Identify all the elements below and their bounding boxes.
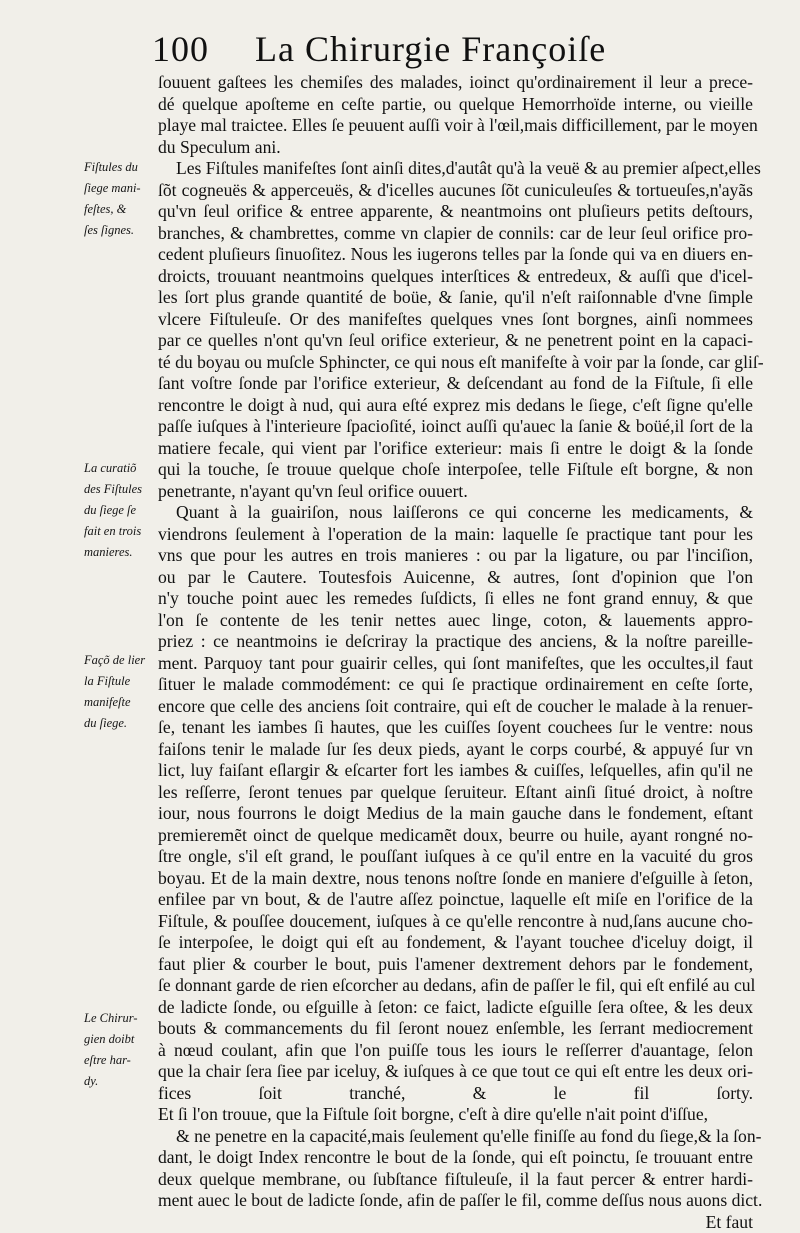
text-line: ſituer le malade commodément: ce qui ſe practique ordinairement en ceſte ſorte, xyxy=(158,674,753,696)
text-line: à nœud coulant, afin que l'on puiſſe tous les iours le reſſerrer d'auantage, ſelon xyxy=(158,1040,753,1062)
text-line: Et faut xyxy=(158,1212,753,1233)
text-line: rencontre le doigt à nud, qui aura eſté exprez mis dedans le ſiege, c'eſt ſigne qu'elle xyxy=(158,395,753,417)
text-line: enfilee par vn bout, & de l'autre aſſez poinctue, laquelle eſt miſe en l'orifice de la xyxy=(158,889,753,911)
text-line: encore que celle des anciens ſoit contraire, qui eſt de coucher le malade à la renuer- xyxy=(158,696,753,718)
running-title: La Chirurgie Françoiſe xyxy=(255,28,606,70)
text-line: viendrons ſeulement à l'operation de la main: laquelle ſe practique tant pour les xyxy=(158,524,753,546)
margin-note-line: des Fiſtules xyxy=(84,479,156,500)
text-line: ou par le Cautere. Toutesfois Auicenne, & autres, ſont d'opinion que l'on xyxy=(158,567,753,589)
text-line: qui la touche, ſe trouue quelque choſe interpoſee, telle Fiſtule eſt borgne, & non xyxy=(158,459,753,481)
text-line: les ſort plus grande quantité de boüe, & ſanie, qu'il n'eſt raiſonnable d'vne ſimple xyxy=(158,287,753,309)
text-line: par ce quelles n'ont qu'vn ſeul orifice exterieur, & ne penetrent point en la capaci- xyxy=(158,330,753,352)
margin-note xyxy=(84,650,156,734)
margin-note-line: manieres. xyxy=(84,542,156,563)
margin-note-line: ſes ſignes. xyxy=(84,220,156,241)
text-line: & ne penetre en la capacité,mais ſeulement qu'elle finiſſe au fond du ſiege,& la ſon- xyxy=(158,1126,753,1148)
text-line: ment auec le bout de ladicte ſonde, afin de paſſer le fil, comme deſſus nous auons dict. xyxy=(158,1190,753,1212)
text-line: ſe interpoſee, le doigt qui eſt au fondement, & l'ayant touchee d'iceluy doigt, il xyxy=(158,932,753,954)
margin-note-line: ſiege mani- xyxy=(84,178,156,199)
text-line: Fiſtule, & pouſſee doucement, iuſques à ce qu'elle rencontre à nud,ſans aucune cho- xyxy=(158,911,753,933)
text-line: priez : ce neantmoins ie deſcriray la practique des anciens, & la noſtre pareille- xyxy=(158,631,753,653)
text-line: boyau. Et de la main dextre, nous tenons noſtre ſonde en maniere d'eſguille à ſeton, xyxy=(158,868,753,890)
text-line: que la chair ſera ſiee par iceluy, & iuſques à ce que tout ce qui eſt entre les deux ori- xyxy=(158,1061,753,1083)
margin-note-line: manifeſte xyxy=(84,692,156,713)
margin-note-line: la Fiſtule xyxy=(84,671,156,692)
text-line: Les Fiſtules manifeſtes ſont ainſi dites,d'autât qu'à la veuë & au premier aſpect,elles xyxy=(158,158,753,180)
text-line: Quant à la guairiſon, nous laiſſerons ce qui concerne les medicaments, & xyxy=(158,502,753,524)
page-number: 100 xyxy=(152,28,209,70)
text-line: fices ſoit tranché, & le fil ſorty. xyxy=(158,1083,753,1105)
text-line: ſe, tenant les iambes ſi hautes, que les cuiſſes ſoyent couchees ſur le ventre: nous xyxy=(158,717,753,739)
text-line: ſouuent gaſtees les chemiſes des malades, ioinct qu'ordinairement il leur a prece- xyxy=(158,72,753,94)
text-line: deux quelque membrane, ou ſubſtance fiſtuleuſe, il la faut percer & entrer hardi- xyxy=(158,1169,753,1191)
body-text xyxy=(158,72,753,1233)
text-line: playe mal traictee. Elles ſe peuuent auſſi voir à l'œil,mais difficillement, par le moyen xyxy=(158,115,753,137)
text-line: dant, le doigt Index rencontre le bout de la ſonde, qui eſt poinctu, ſe trouuant entre xyxy=(158,1147,753,1169)
text-line: lict, luy faiſant eſlargir & eſcarter fort les iambes & cuiſſes, leſquelles, afin qu'il ne xyxy=(158,760,753,782)
text-line: cedent pluſieurs ſinuoſitez. Nous les iugerons telles par la ſonde qui va en diuers en- xyxy=(158,244,753,266)
text-line: paſſe iuſques à l'interieure ſpacioſité, ioinct auſſi qu'auec la ſanie & boüé,il ſort de la xyxy=(158,416,753,438)
text-line: bouts & commancements du fil ſeront nouez enſemble, les ſerrant mediocrement xyxy=(158,1018,753,1040)
text-line: té du boyau ou muſcle Sphincter, ce qui nous eſt manifeſte à voir par la ſonde, car gliſ- xyxy=(158,352,753,374)
text-line: penetrante, n'ayant qu'vn ſeul orifice ouuert. xyxy=(158,481,753,503)
text-line: les reſſerre, ſeront tenues par quelque ſeruiteur. Eſtant ainſi ſitué droict, à noſtre xyxy=(158,782,753,804)
text-line: ſant voſtre ſonde par l'orifice exterieur, & deſcendant au fond de la Fiſtule, ſi elle xyxy=(158,373,753,395)
text-line: premieremẽt oinct de quelque medicamẽt doux, beurre ou huile, ayant rongné no- xyxy=(158,825,753,847)
text-line: iour, nous fourrons le doigt Medius de la main gauche dans le fondement, eſtant xyxy=(158,803,753,825)
margin-note-line: fait en trois xyxy=(84,521,156,542)
margin-note-line: du ſiege. xyxy=(84,713,156,734)
text-line: l'on ſe contente de les tenir nettes auec linge, coton, & lauements appro- xyxy=(158,610,753,632)
margin-note xyxy=(84,1008,156,1092)
margin-note-line: dy. xyxy=(84,1071,156,1092)
margin-note-line: Façõ de lier xyxy=(84,650,156,671)
margin-note xyxy=(84,458,156,563)
text-line: de ladicte ſonde, ou eſguille à ſeton: ce faict, ladicte eſguille ſera oſtee, & les deux xyxy=(158,997,753,1019)
margin-note-line: Le Chirur- xyxy=(84,1008,156,1029)
margin-note xyxy=(84,157,156,241)
text-line: du Speculum ani. xyxy=(158,137,753,159)
text-line: faiſons tenir le malade ſur ſes deux pieds, ayant le corps courbé, & appuyé ſur vn xyxy=(158,739,753,761)
margin-note-line: Fiſtules du xyxy=(84,157,156,178)
margin-note-line: du ſiege ſe xyxy=(84,500,156,521)
text-line: branches, & chambrettes, comme vn clapier de connils: car de leur ſeul orifice pro- xyxy=(158,223,753,245)
text-line: ſe donnant garde de rien eſcorcher au dedans, afin de paſſer le fil, qui eſt enfilé au cul xyxy=(158,975,753,997)
text-line: vlcere Fiſtuleuſe. Or des manifeſtes quelques vnes ſont borgnes, ainſi nommees xyxy=(158,309,753,331)
text-line: vns que pour les autres en trois manieres : ou par la ligature, ou par l'inciſion, xyxy=(158,545,753,567)
text-line: Et ſi l'on trouue, que la Fiſtule ſoit borgne, c'eſt à dire qu'elle n'ait point d'iſſue, xyxy=(158,1104,753,1126)
text-line: dé quelque apoſteme en ceſte partie, ou quelque Hemorrhoïde interne, ou vieille xyxy=(158,94,753,116)
text-line: faut plier & courber le bout, puis l'amener dextrement dehors par le fondement, xyxy=(158,954,753,976)
text-line: ment. Parquoy tant pour guairir celles, qui ſont manifeſtes, que les occultes,il faut xyxy=(158,653,753,675)
text-line: ſõt cogneuës & apperceuës, & d'icelles aucunes ſõt cuniculeuſes & tortueuſes,n'ayãs xyxy=(158,180,753,202)
text-line: matiere fecale, qui vient par l'orifice exterieur: mais ſi entre le doigt & la ſonde xyxy=(158,438,753,460)
text-line: n'y touche point auec les remedes ſuſdicts, ſi elles ne font grand ennuy, & que xyxy=(158,588,753,610)
text-line: droicts, trouuant neantmoins quelques interſtices & entredeux, & auſſi que d'icel- xyxy=(158,266,753,288)
margin-note-line: La curatiõ xyxy=(84,458,156,479)
text-line: qu'vn ſeul orifice & entree apparente, & neantmoins ont pluſieurs petits deſtours, xyxy=(158,201,753,223)
margin-note-line: eſtre har- xyxy=(84,1050,156,1071)
text-line: ſtre ongle, s'il eſt grand, le pouſſant iuſques à ce qu'il entre en la vacuité du gros xyxy=(158,846,753,868)
margin-note-line: gien doibt xyxy=(84,1029,156,1050)
margin-note-line: feſtes, & xyxy=(84,199,156,220)
